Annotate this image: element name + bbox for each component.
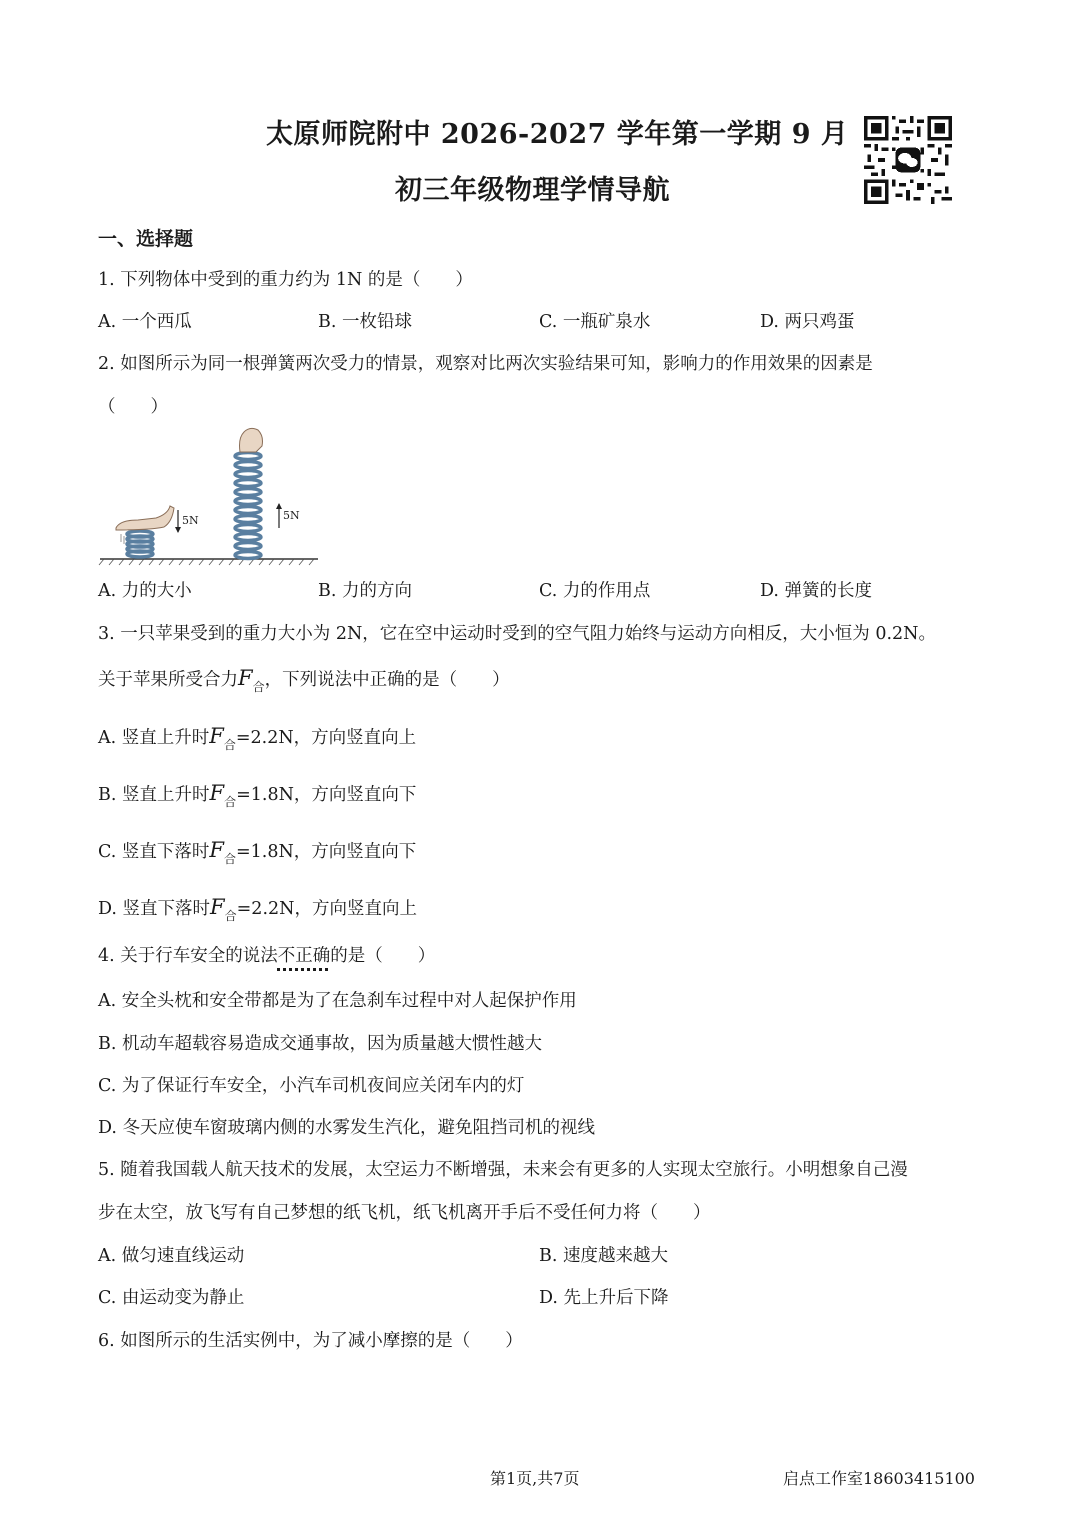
question-2-option-a: A. 力的大小 [98,581,192,601]
right-force-label: 5N [283,509,300,522]
question-4-option-c: C. 为了保证行车安全，小汽车司机夜间应关闭车内的灯 [98,1076,525,1096]
question-2-stem-line1: 2. 如图所示为同一根弹簧两次受力的情景，观察对比两次实验结果可知，影响力的作用效果的因素是 [98,354,873,374]
question-2-stem-line2: （ ） [98,397,168,417]
ground-hatching [99,559,314,565]
net-force-symbol: $F_合$ [210,895,237,923]
question-5-option-a: A. 做匀速直线运动 [98,1246,245,1266]
stem-text-post: ，下列说法中正确的是（ ） [264,670,510,690]
question-2-option-c: C. 力的作用点 [539,581,651,601]
question-5-option-d: D. 先上升后下降 [539,1288,669,1308]
question-3-option-b: B. 竖直上升时$F_合=1.8N$，方向竖直向下 [98,781,417,809]
net-force-symbol: $F_合$ [209,781,237,809]
studio-contact: 启点工作室18603415100 [783,1469,975,1488]
question-2-option-d: D. 弹簧的长度 [760,581,873,601]
emphasis-dotted-text: 不正确 [277,946,331,966]
question-4-option-d: D. 冬天应使车窗玻璃内侧的水雾发生汽化，避免阻挡司机的视线 [98,1118,596,1138]
question-3-stem-line2 [98,666,510,694]
question-5-stem-line2: 步在太空，放飞写有自己梦想的纸飞机，纸飞机离开手后不受任何力将（ ） [98,1203,711,1223]
question-5-option-c: C. 由运动变为静止 [98,1288,245,1308]
stretched-spring [235,453,261,559]
page-title-line1: 太原师院附中 2026-2027 学年第一学期 9 月 [266,119,849,150]
page-title-line2: 初三年级物理学情导航 [395,175,670,206]
left-force-label: 5N [182,514,199,527]
pressing-hand-icon [116,506,174,530]
question-3-option-a: A. 竖直上升时$F_合=2.2N$，方向竖直向上 [98,724,417,752]
question-1-option-b: B. 一枚铅球 [318,312,412,332]
net-force-symbol: $F_合$ [238,666,265,694]
page-number: 第1页,共7页 [490,1469,580,1488]
qr-code-icon [864,116,952,204]
spring-figure [98,426,320,566]
pulling-hand-icon [240,428,263,452]
compressed-spring [127,531,153,557]
question-3-option-c: C. 竖直下落时$F_合=1.8N$，方向竖直向下 [98,838,417,866]
question-5-option-b: B. 速度越来越大 [539,1246,668,1266]
net-force-symbol: $F_合$ [209,838,236,866]
question-3-stem-line1: 3. 一只苹果受到的重力大小为 2N，它在空中运动时受到的空气阻力始终与运动方向相反，大小恒为 0.2N。 [98,624,936,644]
question-3-option-d: D. 竖直下落时$F_合=2.2N$，方向竖直向上 [98,895,417,923]
net-force-symbol: $F_合$ [209,724,236,752]
question-1-option-c: C. 一瓶矿泉水 [539,312,651,332]
question-6-stem: 6. 如图所示的生活实例中，为了减小摩擦的是（ ） [98,1331,523,1351]
stem-text-pre: 关于苹果所受合力 [98,670,238,690]
question-2-option-b: B. 力的方向 [318,581,412,601]
question-1-option-d: D. 两只鸡蛋 [760,312,855,332]
question-5-stem-line1: 5. 随着我国载人航天技术的发展，太空运力不断增强，未来会有更多的人实现太空旅行。小明想象自己漫 [98,1160,908,1180]
question-1-stem: 1. 下列物体中受到的重力约为 1N 的是（ ） [98,270,473,290]
question-4-option-a: A. 安全头枕和安全带都是为了在急刹车过程中对人起保护作用 [98,991,577,1011]
question-1-option-a: A. 一个西瓜 [98,312,192,332]
section-heading-multiple-choice: 一、选择题 [98,228,194,250]
question-4-option-b: B. 机动车超载容易造成交通事故，因为质量越大惯性越大 [98,1034,542,1054]
question-4-stem: 4. 关于行车安全的说法不正确的是（ ） [98,946,436,966]
